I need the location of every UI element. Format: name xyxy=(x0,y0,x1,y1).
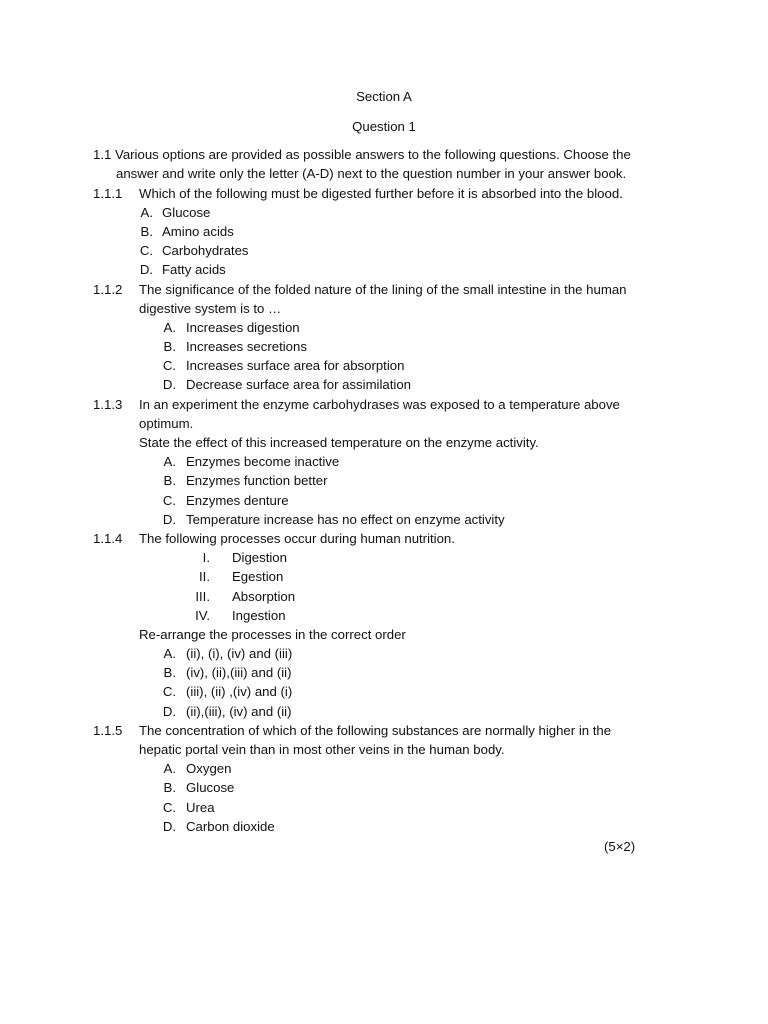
question-text: The significance of the folded nature of the lining of the small intestine in the human xyxy=(139,282,627,297)
option-letter: B. xyxy=(163,339,176,354)
option-letter: C. xyxy=(162,800,176,815)
option-text: (ii), (i), (iv) and (iii) xyxy=(186,646,293,661)
option-letter: C. xyxy=(162,684,176,699)
roman-numeral: II. xyxy=(199,569,210,584)
question-instruction: Re-arrange the processes in the correct order xyxy=(139,627,406,642)
question-text: digestive system is to … xyxy=(139,301,282,316)
option-letter: A. xyxy=(140,205,153,220)
question-text: The concentration of which of the following substances are normally higher in the xyxy=(139,723,612,738)
option-text: Carbohydrates xyxy=(162,243,249,258)
option-text: (iv), (ii),(iii) and (ii) xyxy=(186,665,292,680)
question-text: optimum. xyxy=(139,416,194,431)
option-letter: A. xyxy=(163,761,176,776)
option-letter: A. xyxy=(163,320,176,335)
option-letter: D. xyxy=(162,377,176,392)
option-letter: B. xyxy=(140,224,153,239)
option-text: (iii), (ii) ,(iv) and (i) xyxy=(186,684,293,699)
option-text: Increases surface area for absorption xyxy=(186,358,405,373)
option-text: Enzymes become inactive xyxy=(186,454,340,469)
roman-numeral: III. xyxy=(195,589,210,604)
option-letter: D. xyxy=(162,819,176,834)
option-letter: B. xyxy=(163,665,176,680)
question-number: 1.1.2 xyxy=(93,282,123,297)
option-text: Glucose xyxy=(186,780,235,795)
question-number: 1.1.3 xyxy=(93,397,123,412)
option-text: Increases secretions xyxy=(186,339,307,354)
option-letter: C. xyxy=(162,358,176,373)
option-text: Glucose xyxy=(162,205,211,220)
option-letter: C. xyxy=(139,243,153,258)
option-text: Temperature increase has no effect on enzyme activity xyxy=(186,512,505,527)
option-text: Enzymes function better xyxy=(186,473,328,488)
process-item: Ingestion xyxy=(232,608,286,623)
option-letter: B. xyxy=(163,473,176,488)
option-text: Fatty acids xyxy=(162,262,226,277)
question-text: State the effect of this increased temperature on the enzyme activity. xyxy=(139,435,539,450)
option-letter: A. xyxy=(163,454,176,469)
option-text: Urea xyxy=(186,800,215,815)
option-text: Oxygen xyxy=(186,761,232,776)
marks-allocation: (5×2) xyxy=(604,839,636,854)
option-letter: D. xyxy=(139,262,153,277)
question-title: Question 1 xyxy=(352,119,416,134)
option-text: (ii),(iii), (iv) and (ii) xyxy=(186,704,292,719)
intro-number: 1.1 xyxy=(93,147,112,162)
option-letter: B. xyxy=(163,780,176,795)
question-number: 1.1.4 xyxy=(93,531,123,546)
roman-numeral: I. xyxy=(202,550,210,565)
process-item: Egestion xyxy=(232,569,284,584)
intro-line-1: Various options are provided as possible answers to the following questions. Choose the xyxy=(115,147,631,162)
intro-text xyxy=(93,145,631,164)
intro-line-2: answer and write only the letter (A-D) next to the question number in your answer book. xyxy=(116,166,627,181)
option-text: Enzymes denture xyxy=(186,493,289,508)
roman-numeral: IV. xyxy=(195,608,210,623)
option-letter: D. xyxy=(162,512,176,527)
question-number: 1.1.5 xyxy=(93,723,123,738)
question-text: hepatic portal vein than in most other veins in the human body. xyxy=(139,742,505,757)
option-letter: A. xyxy=(163,646,176,661)
option-text: Increases digestion xyxy=(186,320,300,335)
option-letter: D. xyxy=(162,704,176,719)
option-text: Decrease surface area for assimilation xyxy=(186,377,412,392)
option-letter: C. xyxy=(162,493,176,508)
section-title: Section A xyxy=(356,89,412,104)
question-number: 1.1.1 xyxy=(93,186,123,201)
question-text: Which of the following must be digested further before it is absorbed into the blood. xyxy=(139,186,623,201)
process-item: Digestion xyxy=(232,550,287,565)
question-text: The following processes occur during human nutrition. xyxy=(139,531,455,546)
option-text: Carbon dioxide xyxy=(186,819,275,834)
question-text: In an experiment the enzyme carbohydrases was exposed to a temperature above xyxy=(139,397,620,412)
option-text: Amino acids xyxy=(162,224,234,239)
process-item: Absorption xyxy=(232,589,296,604)
